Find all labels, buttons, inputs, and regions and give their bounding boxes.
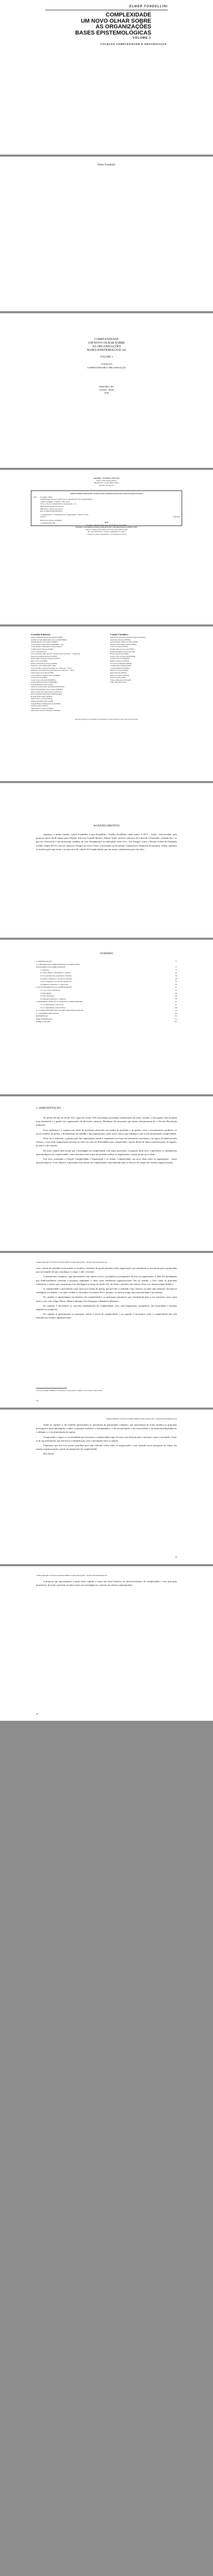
title-line: COMPLEXIDADE <box>94 338 119 341</box>
publisher-block <box>0 385 213 395</box>
toc-entry-label: 3.2 Emergência <box>40 992 51 994</box>
running-header: COMPLEXIDADE: UM NOVO OLHAR SOBRE AS ORGANIZAÇÕES – BASES EPISTEMOLÓGICAS <box>105 1418 177 1420</box>
author-page <box>0 157 213 311</box>
council-member: Carlos Alberto Vilar Estêvão (UMINHO – PT) <box>31 643 64 646</box>
chapter-title: 1. APRESENTAÇÃO <box>36 1107 61 1110</box>
copyright-line: Copyright © da Editora CRV Ltda. <box>93 477 120 479</box>
paragraph: Compreender a lógica e a racionalidade que norteiam a complexidade exige do leitor uma abertura para a incerteza e para o inacabado. Trata-se de um pensamento que não busca a simplificação, mas a articulação entre os saberes. <box>36 1435 177 1442</box>
body-page <box>0 1253 213 1408</box>
council-member: Sérgio Nunes de Jesus (IFRO) <box>31 698 52 700</box>
ack-text: Agradeço a minha família: Letícia Fondellini, Laura Fondellini e Natalia Fondellini, razão maior. A FGV – Cedoc. Universidade, pelo generoso apoio desde espaço para reflexão. Em Lara Gomide Rocha e Alberto Suthe, mestres valorosos de Lanciotti e Fernandes, caminho tão e os que me ofereceram e me mostraram cuidados de seus Fundamentos na elaboração deste livro. Aos Amigos, Lúcia e Renato Schein da Fundação Getúlio Vargas (FGV), que me valorosos Amigos do nosso Centro e Atividades na Economia Cooperativa e Empresas de pesquisa. Enfim, agradeço as interlocuções que foram a seu percurso de cada de de Complexidade, que em muito contribuíram para esta obra. <box>36 833 177 851</box>
council-member: Elizeu Chiochetta (UFPR) <box>110 653 129 655</box>
page-body <box>36 1423 177 1457</box>
title-page <box>0 313 213 468</box>
council-member: Elione Maria Nogueira Diogenes (UFAL) <box>31 657 60 660</box>
page-body <box>36 1266 177 1321</box>
cover-title-line: AS ORGANIZAÇÕES <box>95 24 151 30</box>
toc-entry-page: 95 <box>175 1015 177 1018</box>
cover-volume: VOLUME 1 <box>132 37 151 40</box>
council-member: Guillermo Arias Beatón (Universidade de La Havana – Cuba) <box>31 669 74 672</box>
cover-title <box>75 12 151 40</box>
council-member: Valter Pinto (PUC-RS) <box>110 681 127 684</box>
toc-entry-label: 2.3 Os operadores do pensamento complexo <box>40 974 73 977</box>
toc-entry-page: 137 <box>174 1021 177 1023</box>
toc-entry-label: 4. PRINCIPAIS CRÍTICAS À TEORIA DA COMPLEXIDADE <box>36 1001 83 1003</box>
collection-name: COMPLEXIDADE E ORGANIZAÇÃO <box>87 366 126 369</box>
council-member: Élsio José Corá (UFFS) <box>31 659 48 662</box>
toc-entry-label: 2.1 Histórico <box>40 969 50 971</box>
toc-title: SUMÁRIO <box>100 952 113 955</box>
council-member: Renato Carvalho (UNESA) <box>110 674 130 676</box>
cover-author: ELMER FONDELLINI <box>129 5 168 8</box>
publisher-name: EDITORA CRV <box>99 385 114 388</box>
council-member: Alexandre Pierezan (UFMS) <box>110 638 130 641</box>
toc-entry-page: 17 <box>175 966 177 969</box>
toc-entry-label: PENSADORES DA COMPLEXIDADE <box>36 966 65 969</box>
council-member: Maria do Carmo (UFMG) <box>110 669 129 672</box>
council-member: Thiago Almeida (UNICAMP) <box>110 679 131 681</box>
toc-entry-page: 31 <box>175 980 177 983</box>
reproduction-notice: Proibida a reprodução parcial ou total desta obra sem autorização da Editora CRV <box>75 526 138 529</box>
paragraph: Ainda no capítulo 2, são também apresentados os operadores do pensamento complexo, que representam de forma sintética os principais pressupostos dessa abordagem, a saber: o princípio sistêmico, o hologramático, o da retroatividade, o da recursividade, o da autonomia/dependência, o dialógico e o da reintrodução do sujeito. <box>36 1423 177 1434</box>
paragraph: A complexidade é apresentada como uma nova forma de pensar, que percebe a realidade como sistema, no qual cada elemento encontra-se interligado aos demais, e no qual a ordem e a desordem coexistem. Ela é, portanto, ao mesmo tempo uma epistemologia e um método. <box>36 1287 177 1294</box>
council-member: Tadeu Oliver Gonçalves (UFPA) <box>31 707 54 709</box>
copyright-page <box>0 470 213 624</box>
council-member: Adriane Piovezan (Faculdades Integradas Espírita) <box>110 636 146 638</box>
council-member: Sandra Ferreira (UFF) <box>110 676 126 679</box>
toc-entry-label: 3.3 Não linearidade <box>40 995 55 997</box>
council-member: Sydione Santos (UEPG) <box>31 705 48 707</box>
editor-line: Editor-chefe: Railson Moura <box>96 479 117 482</box>
council-member: Antônio Jesus Muniz Zanella (UFRJ) <box>110 643 136 646</box>
council-member: Gloria Fariñas León (Universidade de La Havana – Cuba) <box>31 667 72 669</box>
toc-entry-label: 5. A COMPLEXIDADE NOS ESTUDOS ORGANIZACIONAIS <box>36 1009 83 1012</box>
council-member: Claudio Roberto da Costa (UFPE) <box>110 648 134 650</box>
toc-entry-page: 28 <box>175 977 177 980</box>
council-member: Andre Eduardo Ribeiro da Silva (IFSP) <box>110 641 138 643</box>
council-member: Luciano Meirelles (UFPEL) <box>110 667 130 669</box>
committee-title: Comitê Científico: <box>110 633 129 636</box>
title-volume: VOLUME 1 <box>100 356 113 359</box>
council-member: Leonel Severo Rocha (UNISINOS) <box>31 679 56 681</box>
council-member: Antônio Pereira Gaio Júnior (UFRRJ) <box>31 641 58 643</box>
council-member: Elizeu Clementino de Souza (UNEB) <box>31 662 57 665</box>
paragraph: Este livro contempla a Coleção Complexidade e Organização e se chama: Complexidade: um novo olhar sobre as organizações – bases epistemológicas. O seu objetivo é apresentar uma síntese da complexidade, especialmente para os leitores do campo dos estudos organizacionais. <box>36 1158 177 1164</box>
title-line: UM NOVO OLHAR SOBRE <box>88 342 125 345</box>
acknowledgements-page <box>0 783 213 938</box>
diagram-line: Diagramação e Capa: Diniz Gomes <box>94 482 119 484</box>
paragraph: Neste novo ambiente, a grande parte das organizações ainda é organizada com base nas premissas cartesianas e da lógica da administração clássica, e essa visão fragmentada encontra-se cada vez mais em dificuldades para compreender e operar diante de tantas transformações, de lugares, de atores e de relações. <box>36 1137 177 1147</box>
collection-label: COLEÇÃO <box>101 363 112 365</box>
cover-title-line: COMPLEXIDADE <box>105 12 151 18</box>
toc-entry-page: 13 <box>175 960 177 962</box>
council-member: Paulo Romualdo Hernandes (UNIFAL-MG) <box>31 693 62 696</box>
council-page <box>0 626 213 781</box>
council-member: Gislaine Silva (UNISINOS) <box>110 657 130 660</box>
paragraph: Há neste cenário uma lacuna que a abordagem da complexidade vem tentar preencher. A proposta deste livro é apresentar os fundamentos epistemológicos da complexidade, como uma base teórica que nos permita analisar as organizações a partir de um novo olhar. <box>36 1149 177 1156</box>
cover-title-line: UM NOVO OLHAR SOBRE <box>81 18 151 24</box>
cip-line: / Elmer Fondellini – Curitiba : CRV, 2018. <box>40 500 70 503</box>
toc-entry-label: 2. A HISTÓRIA DA COMPLEXIDADE E OS PRINCIPAIS <box>36 963 80 965</box>
chapter-body <box>36 1116 177 1165</box>
doi: DOI 10.24824/978854442595.2 <box>40 510 63 513</box>
title-line: AS ORGANIZAÇÕES <box>92 345 121 348</box>
copyright-footer <box>28 521 185 536</box>
toc-entry-page: 53 <box>175 997 177 1000</box>
toc-entry-page: 49 <box>175 995 177 997</box>
title-block <box>0 338 213 369</box>
body-page <box>0 1566 213 1721</box>
council-member: Eduardo Fernandes Barbosa (UFMG) <box>31 655 58 657</box>
council-title: Conselho Editorial: <box>31 633 51 636</box>
toc-entry-page: 17 <box>175 969 177 971</box>
toc-entry-page: 73 <box>175 1009 177 1012</box>
toc-entry-label: 2.4 Niklas Luhmann e a Teoria dos Sistemas <box>40 977 73 980</box>
toc-entry-page: 20 <box>175 972 177 974</box>
paragraph: A proposta que apresentamos a partir deste capítulo é traçar um breve histórico do desenvolvimento da complexidade e seus principais pensadores, de modo a permitir ao leitor situar essa abordagem no contexto da ciência contemporânea. <box>36 1580 177 1587</box>
council-member: Gerson Luiz de Freitas (UNESPAR) <box>110 655 136 657</box>
reserved-rights: Todos os direitos desta edição reservados pela: Editora CRV <box>85 528 128 531</box>
legal-deposit: Foi feito o depósito legal conf. Lei 10.994 de 14/12/2004 <box>86 523 127 526</box>
paragraph: No capítulo 4, apresentamos as principais críticas à teoria da complexidade, e no capítulo 5 discutimos como a complexidade tem sido utilizada nos estudos organizacionais. <box>36 1313 177 1319</box>
toc-entry-page: 89 <box>175 1012 177 1014</box>
paragraph: No capítulo 3, discutimos os conceitos fundamentais da complexidade: caos, auto-organização, emergência, não linearidade e sistemas adaptativos complexos. <box>36 1304 177 1311</box>
page-number: 14 <box>36 1399 38 1402</box>
toc-entry-label: 2.2 Edgar Morin: o Pensamento Complexo <box>40 972 72 974</box>
cdd: CDD 658 <box>172 516 180 518</box>
toc-entry-label: 6. CONSIDERAÇÕES FINAIS <box>36 1012 59 1014</box>
half-title-author: Elmer Fondellini <box>97 164 116 166</box>
council-member: Celso Conti (UFSCar) <box>31 650 47 653</box>
paragraph: No capítulo 2, apresentamos um histórico da complexidade e os principais pensadores que contribuíram para a sua formação como corpo teórico, tais como Edgar Morin, Niklas Luhmann, Ilya Prigogine e Humberto Maturana. <box>36 1296 177 1302</box>
toc-entry-label: 3.1 Caos e auto-organização <box>40 989 61 991</box>
council-member: João Adalberto Campato Junior (UNESP) <box>31 674 60 676</box>
cip-title: DADOS INTERNACIONAIS DE CATALOGAÇÃO NA PUBLICAÇÃO (CIP) CATALOGAÇÃO NA FONTE <box>70 493 143 495</box>
council-member: Josania Portela (UFPI) <box>31 676 47 679</box>
cip-subjects: 1. Administração 2. Organizações 3. Complexidade I. Título II. Série. <box>40 513 89 516</box>
paragraph: O pensamento complexo, aqui apresentado como aporte teórico, possibilita ao pesquisador da área de organizações ir além dos paradigmas que tradicionalmente orientam a pesquisa, ampliando o olhar sobre fenômenos organizacionais. Em tal sentido, o livro reúne as principais referências e autores que construíram essa abordagem ao longo do século XX, de forma a permitir uma leitura crítica e ao mesmo tempo didática. <box>36 1275 177 1285</box>
index-label: Índice para catálogo sistemático <box>40 519 63 521</box>
toc-entry-page: 131 <box>174 1018 177 1020</box>
council-member: Tania Suely Azevedo Brasileiro (UFOPA) <box>31 709 60 712</box>
toc-entry[interactable] <box>36 1021 177 1024</box>
council-list <box>31 636 103 712</box>
toc-page <box>0 940 213 1094</box>
council-left <box>31 633 103 712</box>
toc-entry-page: 35 <box>175 983 177 986</box>
toc-list <box>36 960 177 1024</box>
toc-entry-page: 61 <box>175 1003 177 1006</box>
toc-entry-label: REFERÊNCIAS <box>36 1015 48 1018</box>
paragraph: com o intuito de subsidiar teoricamente os modelos e métodos de gestão adotados pelas organizações que atualmente se encontram pouco preparadas para um mundo em que a mudança é a regra, e não a exceção. <box>36 1267 177 1274</box>
toc-entry-page: 61 <box>175 1001 177 1003</box>
isbn-fisico: ISBN Físico 978-85-444-2595-2 <box>40 507 63 510</box>
publisher-place: Curitiba – Brasil <box>99 388 114 391</box>
cip-line: Fondellini, Elmer. <box>40 496 53 498</box>
copyright-header <box>31 477 182 486</box>
footnote: 1 Ver, por exemplo, MORIN, E. Introdução ao pensamento complexo. Porto Alegre: Sulina, 2005. <box>36 1389 103 1392</box>
index-item: 1. Administração 658 <box>40 521 56 524</box>
chapter-1-page <box>0 1096 213 1251</box>
toc-entry-label: 2.5 Ilya Prigogine e os sistemas dissipativos <box>40 980 72 983</box>
running-header: COMPLEXIDADE: UM NOVO OLHAR SOBRE AS ORGANIZAÇÕES – BASES EPISTEMOLÓGICAS <box>36 1574 108 1577</box>
body-page <box>0 1410 213 1564</box>
council-right <box>110 633 182 684</box>
council-member: Solange Helena Ximenes-Rocha (UFOPA) <box>31 702 61 705</box>
committee-list <box>110 636 182 684</box>
paragraph: Boa leitura! <box>43 1452 55 1455</box>
toc-entry-label: 3. OS FUNDAMENTOS DA COMPLEXIDADE <box>36 986 72 989</box>
publisher-site: Conheça os nossos lançamentos: www.editoracrv.com.br <box>86 533 127 535</box>
publisher-contact: Tel.: (41) 3039-6418 – E-mail: sac@editoracrv.com.br <box>87 531 126 533</box>
council-member: Carmen Tereza Velanga (UNIR) <box>31 648 54 650</box>
page-number: 15 <box>175 1556 177 1558</box>
council-member: José Luiz Guimarães (UNESP) <box>110 662 132 665</box>
council-member: Helena Gonçalves (UFRN) <box>110 659 129 662</box>
toc-entry-label: 4.1 A complexidade como moda <box>40 1003 64 1006</box>
toc-entry-page: 41 <box>175 986 177 989</box>
council-member: Patricia Rocha (UFBA) <box>110 671 127 674</box>
toc-entry-page: 46 <box>175 992 177 994</box>
council-member: Cesar Gerónimo Tello (Univer .Nacional Três de Febrero – Argentina) <box>31 653 80 655</box>
council-member: Aldira Guimarães Duarte Domínguez (UNB) <box>31 636 63 638</box>
council-member: Andréia da Silva Quintanilha Sousa (UNIR/UFRN) <box>31 638 67 641</box>
peer-review-note: Este livro passou por avaliação e aprovação às cegas de dois ou mais pareceristas ad hoc. <box>75 718 138 720</box>
toc-entry-label: SOBRE O AUTOR <box>36 1021 50 1023</box>
ack-title: AGRADECIMENTOS <box>93 824 120 827</box>
council-member: Carlos Federico Dominguez Avila (Unieuro) <box>31 646 62 648</box>
cip-code: F673 <box>33 496 37 498</box>
paragraph: Estas mudanças e a urgente tem efeito de profundas alterações nos modos de produção e de gestão, como a reestruturação produtiva, os novos modelos de gestão, a flexibilização do trabalho e das organizações, entre outros fatores que ampliam o que se tem denominado complexidade. <box>36 1128 177 1135</box>
paragraph: Esperamos que este livro possa contribuir para uma reflexão crítica sobre as organizações e que estimule novas pesquisas no campo dos estudos organizacionais a partir da perspectiva da complexidade. <box>36 1444 177 1451</box>
council-member: Simone Rodrigues Pinto (UNB) <box>31 700 54 703</box>
toc-entry-label: 2.6 Humberto Maturana e a Autopoiese <box>40 983 69 986</box>
toc-entry-label: 1. APRESENTAÇÃO <box>36 960 52 962</box>
toc-entry-label: ÍNDICE REMISSIVO <box>36 1018 52 1020</box>
council-member: Jailson Alves dos Santos (UFRJ) <box>31 671 54 674</box>
cip-line: 138 p. (Coleção Complexidade e Organização, v. 1) <box>40 503 77 505</box>
council-member: Maria Lília Imbiriba Sousa Colares (UFOPA) <box>31 688 63 691</box>
toc-entry-page: 66 <box>175 1006 177 1009</box>
toc-entry-page: 24 <box>175 974 177 977</box>
publication-year: 2018 <box>104 392 109 394</box>
page-number: 16 <box>36 1713 38 1715</box>
toc-entry-label: 3.4 Sistemas adaptativos complexos <box>40 997 66 1000</box>
cip-box <box>31 490 182 526</box>
toc-entry-label: 4.2 A complexidade como metáfora <box>40 1006 66 1009</box>
title-line: BASES EPISTEMOLÓGICAS <box>87 349 126 352</box>
paragraph: No último décimo do século XX e agora do século XXI, percebemos profundas modificações em todo o mundo, e este quadro vem tornando mais desafiador e a gestão das organizações de diferentes natureza. Mudanças tão marcantes que muitos denominaram de a Terceira Revolução Industrial. <box>36 1116 177 1127</box>
revision-line: Revisão: Os Autores <box>99 484 114 486</box>
council-member: Maria Cristina dos Santos Bezerra (UFSCar) <box>31 690 62 693</box>
toc-entry-page: 41 <box>175 989 177 991</box>
council-member: Joseph Ramos Siqueira (FAE) <box>110 665 131 667</box>
council-member: Lourdes Helena da Silva (UFV) <box>31 683 54 686</box>
cip-line: Complexidade: um novo olhar sobre as organizações bases epistemológicas <box>40 498 93 501</box>
council-member: Carlos Leonardo (UFRS) <box>110 646 128 648</box>
council-member: Francisco Carlos Duarte (PUC-PR) <box>31 665 56 667</box>
council-member: Maria de Lourdes Pinto de Almeida (UNOESC) <box>31 686 65 688</box>
running-header: COMPLEXIDADE: UM NOVO OLHAR SOBRE AS ORGANIZAÇÕES – BASES EPISTEMOLÓGICAS <box>36 1261 108 1263</box>
copyright-year: 2018 <box>104 521 109 523</box>
council-member: Daniel Rodrigues Silva (Seduc-PR) <box>110 650 135 653</box>
isbn-digital: ISBN Digital 978-85-444-2594-5 <box>40 505 64 507</box>
cover-title-line: BASES EPISTEMOLÓGICAS <box>75 29 151 36</box>
cover-page <box>0 0 213 155</box>
cover-series: COLEÇÃO COMPLEXIDADE E ORGANIZAÇÃO <box>100 43 167 45</box>
page-body <box>36 1580 177 1588</box>
cdu: CDU 65 <box>40 516 46 518</box>
council-member: Rodrigo Pratte-Santos (UFES) <box>31 695 52 698</box>
council-member: Lídia de Oliveira Xavier (UNIEURO) <box>31 681 58 684</box>
